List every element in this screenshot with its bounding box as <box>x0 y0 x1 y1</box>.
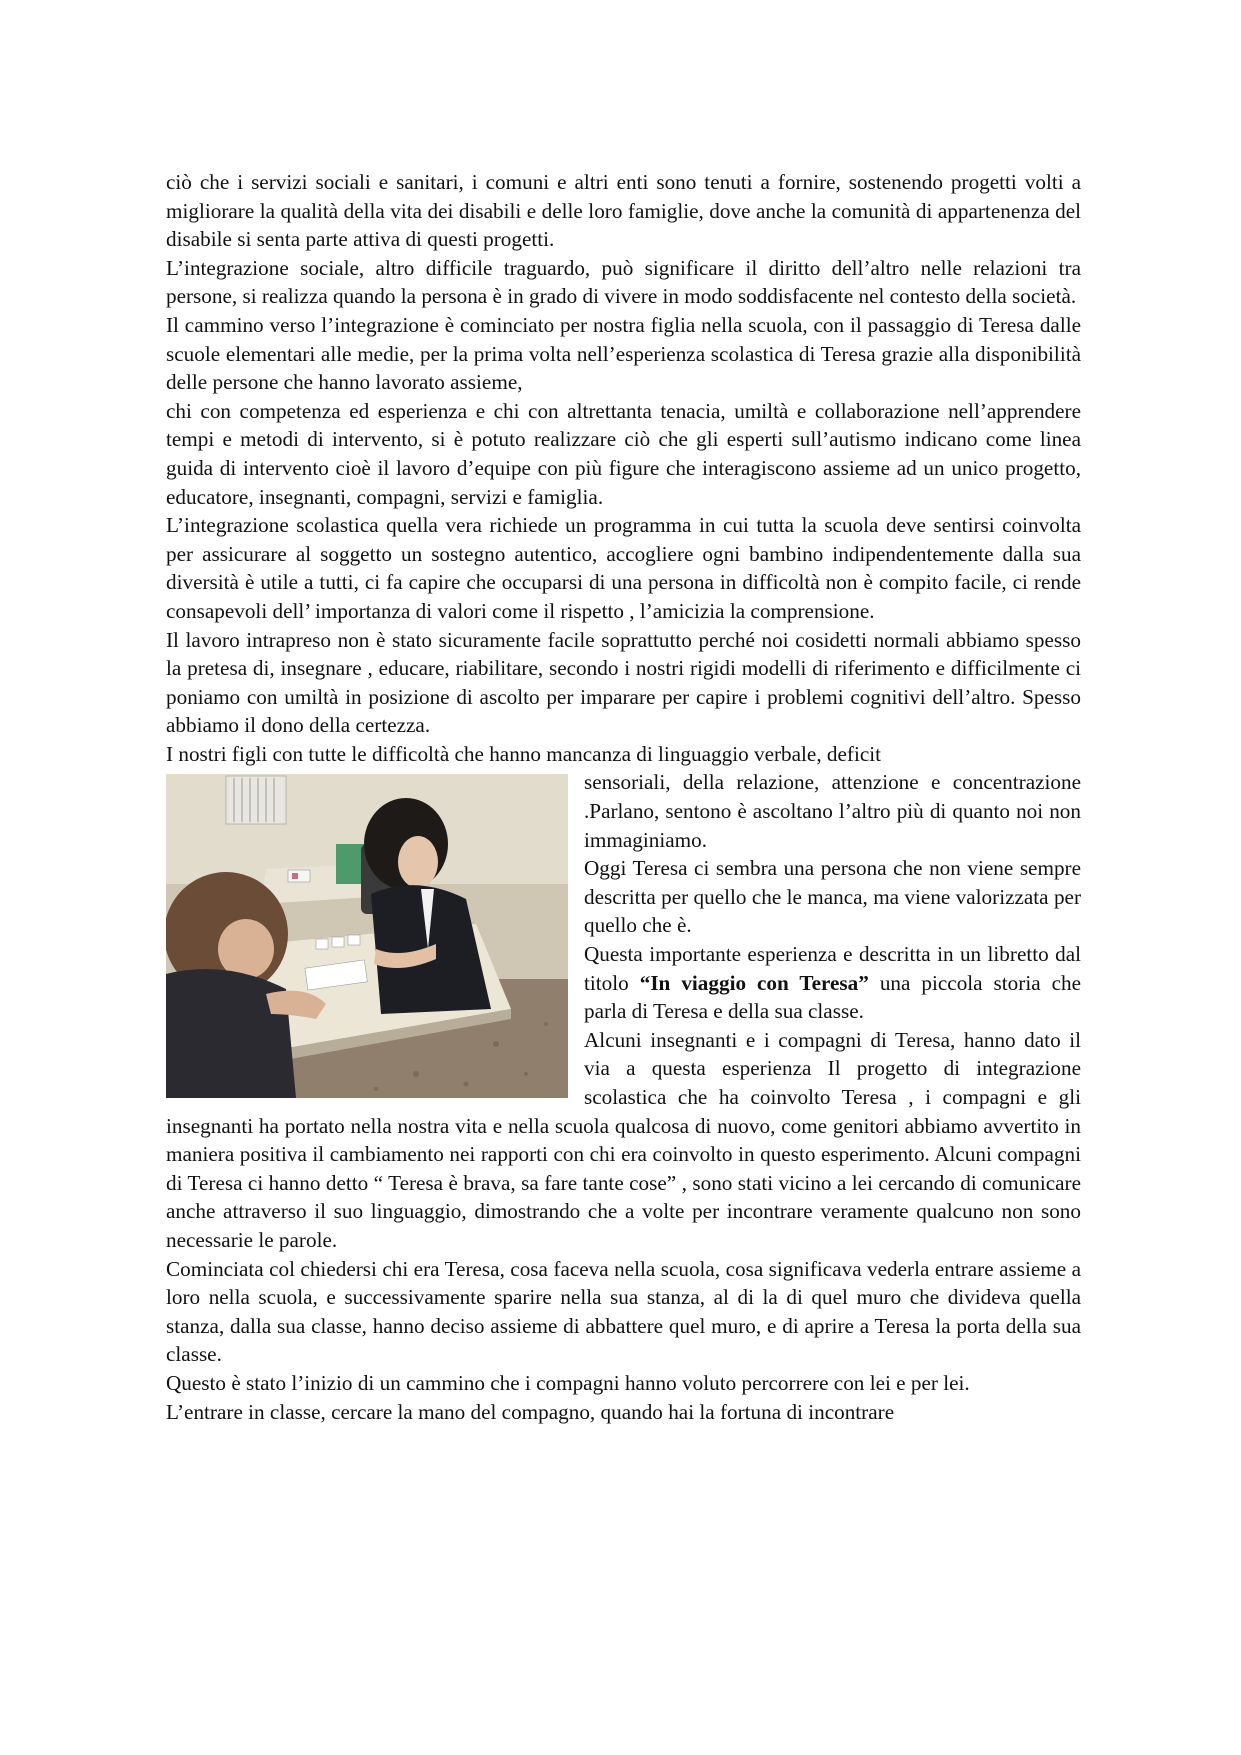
paragraph: sensoriali, della relazione, attenzione e concentrazione .Parlano, sentono è ascoltano l’altro più di quanto noi non immaginiamo. <box>584 770 1081 852</box>
paragraph: L’integrazione scolastica quella vera richiede un programma in cui tutta la scuola deve sentirsi coinvolta per assicurare al soggetto un sostegno autentico, accogliere ogni bambino indipendentemente dalla sua diversità è utile a tutti, ci fa capire che occuparsi di una persona in difficoltà non è compito facile, ci rende consapevoli dell’ importanza di valori come il rispetto , l’amicizia la comprensione. <box>166 513 1081 623</box>
paragraph: Questo è stato l’inizio di un cammino che i compagni hanno voluto percorrere con lei e per lei. <box>166 1370 970 1395</box>
classroom-photo <box>166 774 568 1098</box>
booklet-title: “In viaggio con Teresa” <box>639 970 869 995</box>
paragraph: L’integrazione sociale, altro difficile traguardo, può significare il diritto dell’altro nelle relazioni tra persone, si realizza quando la persona è in grado di vivere in modo soddisfacente nel contesto della società. <box>166 255 1081 309</box>
paragraph: Il lavoro intrapreso non è stato sicuramente facile soprattutto perché noi cosidetti normali abbiamo spesso la pretesa di, insegnare , educare, riabilitare, secondo i nostri rigidi modelli di riferimento e difficilmente ci poniamo con umiltà in posizione di ascolto per imparare per capire i problemi cognitivi dell’altro. Spesso abbiamo il dono della certezza. <box>166 627 1081 738</box>
paragraph: I nostri figli con tutte le difficoltà che hanno mancanza di linguaggio verbale, deficit <box>166 741 882 766</box>
paragraph: ciò che i servizi sociali e sanitari, i comuni e altri enti sono tenuti a fornire, sostenendo progetti volti a migliorare la qualità della vita dei disabili e delle loro famiglie, dove anche la comunità di appartenenza del disabile si senta parte attiva di questi progetti. <box>166 170 1081 252</box>
body-text <box>166 168 1081 1426</box>
paragraph: Oggi Teresa ci sembra una persona che non viene sempre descritta per quello che le manca, ma viene valorizzata per quello che è. <box>584 856 1081 938</box>
paragraph: Il cammino verso l’integrazione è cominciato per nostra figlia nella scuola, con il passaggio di Teresa dalle scuole elementari alle medie, per la prima volta nell’esperienza scolastica di Teresa grazie alla disponibilità delle persone che hanno lavorato assieme, <box>166 312 1081 395</box>
classroom-photo-illustration <box>166 774 568 1098</box>
booklet-text: Questa importante esperienza e descritta in un libretto dal titolo <box>584 942 1081 995</box>
booklet-text: una piccola storia che parla di Teresa e della sua classe. <box>584 970 1081 1024</box>
paragraph: Alcuni insegnanti e i compagni di Teresa, hanno dato il via a questa esperienza Il progetto di integrazione scolastica che ha coinvolto Teresa , i compagni e gli insegnanti ha portato nella nostra vita e nella scuola qualcosa di nuovo, come genitori abbiamo avvertito in maniera positiva il cambiamento nei rapporti con chi era coinvolto in questo esperimento. Alcuni compagni di Teresa ci hanno detto “ Teresa è brava, sa fare tante cose” , sono stati vicino a lei cercando di comunicare anche attraverso il suo linguaggio, dimostrando che a volte per incontrare veramente qualcuno non sono necessarie le parole. <box>166 1027 1081 1252</box>
paragraph: Cominciata col chiedersi chi era Teresa, cosa faceva nella scuola, cosa significava vederla entrare assieme a loro nella scuola, e successivamente sparire nella sua stanza, al di la di quel muro che divideva quella stanza, dalla sua classe, hanno deciso assieme di abbattere quel muro, e di aprire a Teresa la porta della sua classe. <box>166 1256 1081 1367</box>
paragraph: chi con competenza ed esperienza e chi con altrettanta tenacia, umiltà e collaborazione nell’apprendere tempi e metodi di intervento, si è potuto realizzare ciò che gli esperti sull’autismo indicano come linea guida di intervento cioè il lavoro d’equipe con più figure che interagiscono assieme ad un unico progetto, educatore, insegnanti, compagni, servizi e famiglia. <box>166 398 1081 509</box>
paragraph: L’entrare in classe, cercare la mano del compagno, quando hai la fortuna di incontrare <box>166 1399 895 1424</box>
